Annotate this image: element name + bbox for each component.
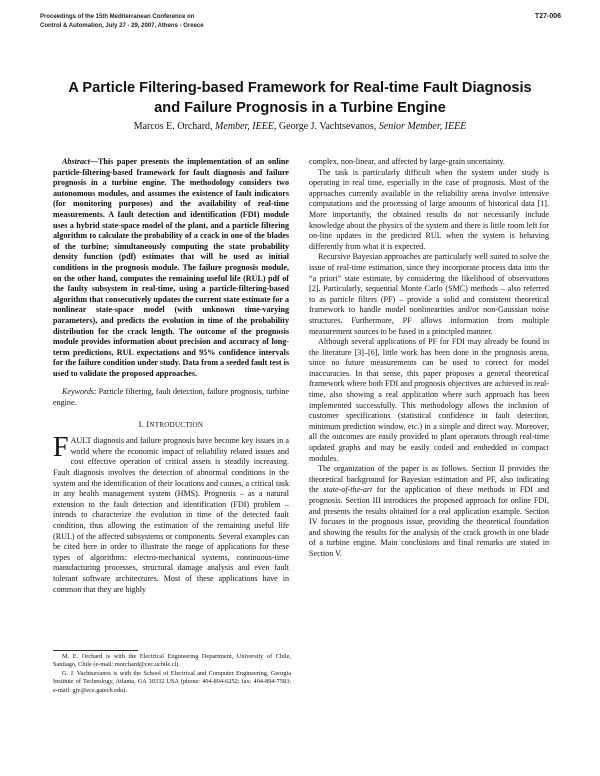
keywords <box>53 387 289 408</box>
keywords-label: Keywords <box>62 387 95 397</box>
author-2: George J. Vachtsevanos, <box>278 121 377 132</box>
paragraph-real-time: The task is particularly difficult when the system under study is operating in real time, especially in the case of prognosis. Most of the approaches currently available in the reliability arena involve intensive computations and the processing of large amounts of historical data [1]. More importantly, the obtained results do not necessarily include knowledge about the physics of the system and there is little room left for on-line updates in the predicted RUL when the system is behaving differently from what it is expected. <box>309 167 549 251</box>
organization-text-a: The organization of the paper is as follows. Section II provides the theoretical background for Bayesian estimation and PF, also indicating the <box>309 464 549 495</box>
paragraph-bayesian: Recursive Bayesian approaches are particularly well suited to solve the issue of real-time estimation, since they incorporate process data into the “a priori” state estimate, by considering the likelihood of observations [2]. Particularly, sequential Monte Carlo (SMC) methods – also referred to as particle filters (PF) – provide a solid and consistent theoretical framework to handle model nonlinearities and/or non-Gaussian noise structures. Furthermore, PF allows information from multiple measurement sources to be fused in a principled manner. <box>309 252 549 336</box>
paragraph-organization <box>309 464 549 559</box>
paragraph-continued: complex, non-linear, and affected by large-grain uncertainty. <box>309 157 505 166</box>
title-line-1: A Particle Filtering-based Framework for Real-time Fault Diagnosis <box>68 80 532 96</box>
author-line <box>40 121 560 132</box>
introduction-text: AULT diagnosis and failure prognosis have become key issues in a world where the economic impact of reliability related issues and cost effective operation of critical assets is steadily increasing. Fault diagnosis involves the detection of abnormal conditions in the system and the identification of their locations and causes, a critical task in any health management system (HMS). Prognosis – as a natural extension to the fault detection and identification (FDI) problem – intends to characterize the evolution in time of the detected fault condition, thus allowing the estimation of the remaining useful life (RUL) of the affected subsystems or components. Several examples can be cited here in order to illustrate the range of applications for these types of algorithms: electro-mechanical systems, continuous-time manufacturing processes, structural damage analysis and even fault tolerant software architectures. Most of these applications have in common that they are highly <box>53 436 289 594</box>
running-header <box>40 13 204 31</box>
section-heading-introduction <box>53 420 289 431</box>
left-column <box>53 157 289 595</box>
paper-title <box>40 78 560 118</box>
abstract-label: Abstract <box>62 157 90 166</box>
footnote-rule <box>53 650 138 651</box>
state-of-the-art-emphasis: state-of-the-art <box>323 485 373 495</box>
right-column <box>309 157 549 560</box>
keywords-text: : Particle filtering, fault detection, failure prognosis, turbine engine. <box>53 387 289 408</box>
abstract-text: This paper presents the implementation of an online particle-filtering-based framework for fault diagnosis and failure prognosis in a turbine engine. The methodology considers two autonomous modules, and assumes the existence of fault indicators (for monitoring purposes) and the availability of real-time measurements. A fault detection and identification (FDI) module uses a hybrid state-space model of the plant, and a particle filtering algorithm to calculate the probability of a crack in one of the blades of the turbine; simultaneously computing the state probability density function (pdf) estimates that will be used as initial conditions in the prognosis module. The failure prognosis module, on the other hand, computes the remaining useful life (RUL) pdf of the faulty subsystem in real-time, using a particle-filtering-based algorithm that consecutively updates the current state estimate for a nonlinear state-space model (with unknown time-varying parameters), and predicts the evolution in time of the probability distribution for the crack length. The outcome of the prognosis module provides information about precision and accuracy of long-term predictions, RUL expectations and 95% confidence intervals for the failure condition under study. Data from a seeded fault test is used to validate the proposed approaches. <box>53 157 289 378</box>
paragraph-literature: Although several applications of PF for FDI may already be found in the literature [3]–[6], little work has been done in the prognosis arena, since no future measurements can be used to correct for model inaccuracies. In that sense, this paper proposes a general theoretical framework where both FDI and prognosis objectives are achieved in real-time, also showing a real application where such approach has been implemented successfully. This methodology allows the inclusion of customer specifications (statistical confidence in fault detection, minimum prediction window, etc.) in a simple and direct way. Moreover, all the outcomes are easily provided to plant operators through real-time updated graphs and may be easily coded and embedded in compact modules. <box>309 337 549 463</box>
author-1: Marcos E. Orchard, <box>133 121 213 132</box>
footnote-orchard: M. E. Orchard is with the Electrical Engineering Department, University of Chile, Santiago, Chile (e-mail: morchard@cec.uchile.cl). <box>53 653 291 669</box>
conference-line-1: Proceedings of the 15th Mediterranean Conference on <box>40 14 195 20</box>
section-first-letter: I <box>146 419 150 429</box>
abstract <box>53 157 289 379</box>
conference-line-2: Control & Automation, July 27 - 29, 2007, Athens - Greece <box>40 23 204 29</box>
author-2-role: Senior Member, IEEE <box>378 121 467 132</box>
author-1-role: Member, IEEE, <box>215 121 277 132</box>
author-footnotes <box>53 653 291 695</box>
footnote-vachtsevanos: G. J. Vachtsevanos is with the School of Electrical and Computer Engineering, Georgia Institute of Technology, Atlanta, GA 30332 USA (phone: 404-894-6252; fax: 404-894-7583; e-mail: gjv@ece.gatech.edu). <box>53 669 291 694</box>
title-line-2: and Failure Prognosis in a Turbine Engine <box>154 100 446 116</box>
section-numeral: I. <box>138 419 145 429</box>
abstract-dash: — <box>89 157 98 166</box>
drop-cap: F <box>53 432 69 464</box>
organization-text-b: for the application of these methods in FDI and prognosis. Section III introduces the proposed approach for online FDI, and presents the results obtained for a real application example. Section IV focuses in the prognosis issue, providing the theoretical foundation and showing the results for the analysis of the crack growth in one blade of a turbine engine. Main conclusions and final remarks are stated in Section V. <box>309 485 550 558</box>
paper-id: T27-006 <box>534 13 561 20</box>
section-rest: NTRODUCTION <box>149 420 204 429</box>
introduction-paragraph <box>53 432 289 595</box>
